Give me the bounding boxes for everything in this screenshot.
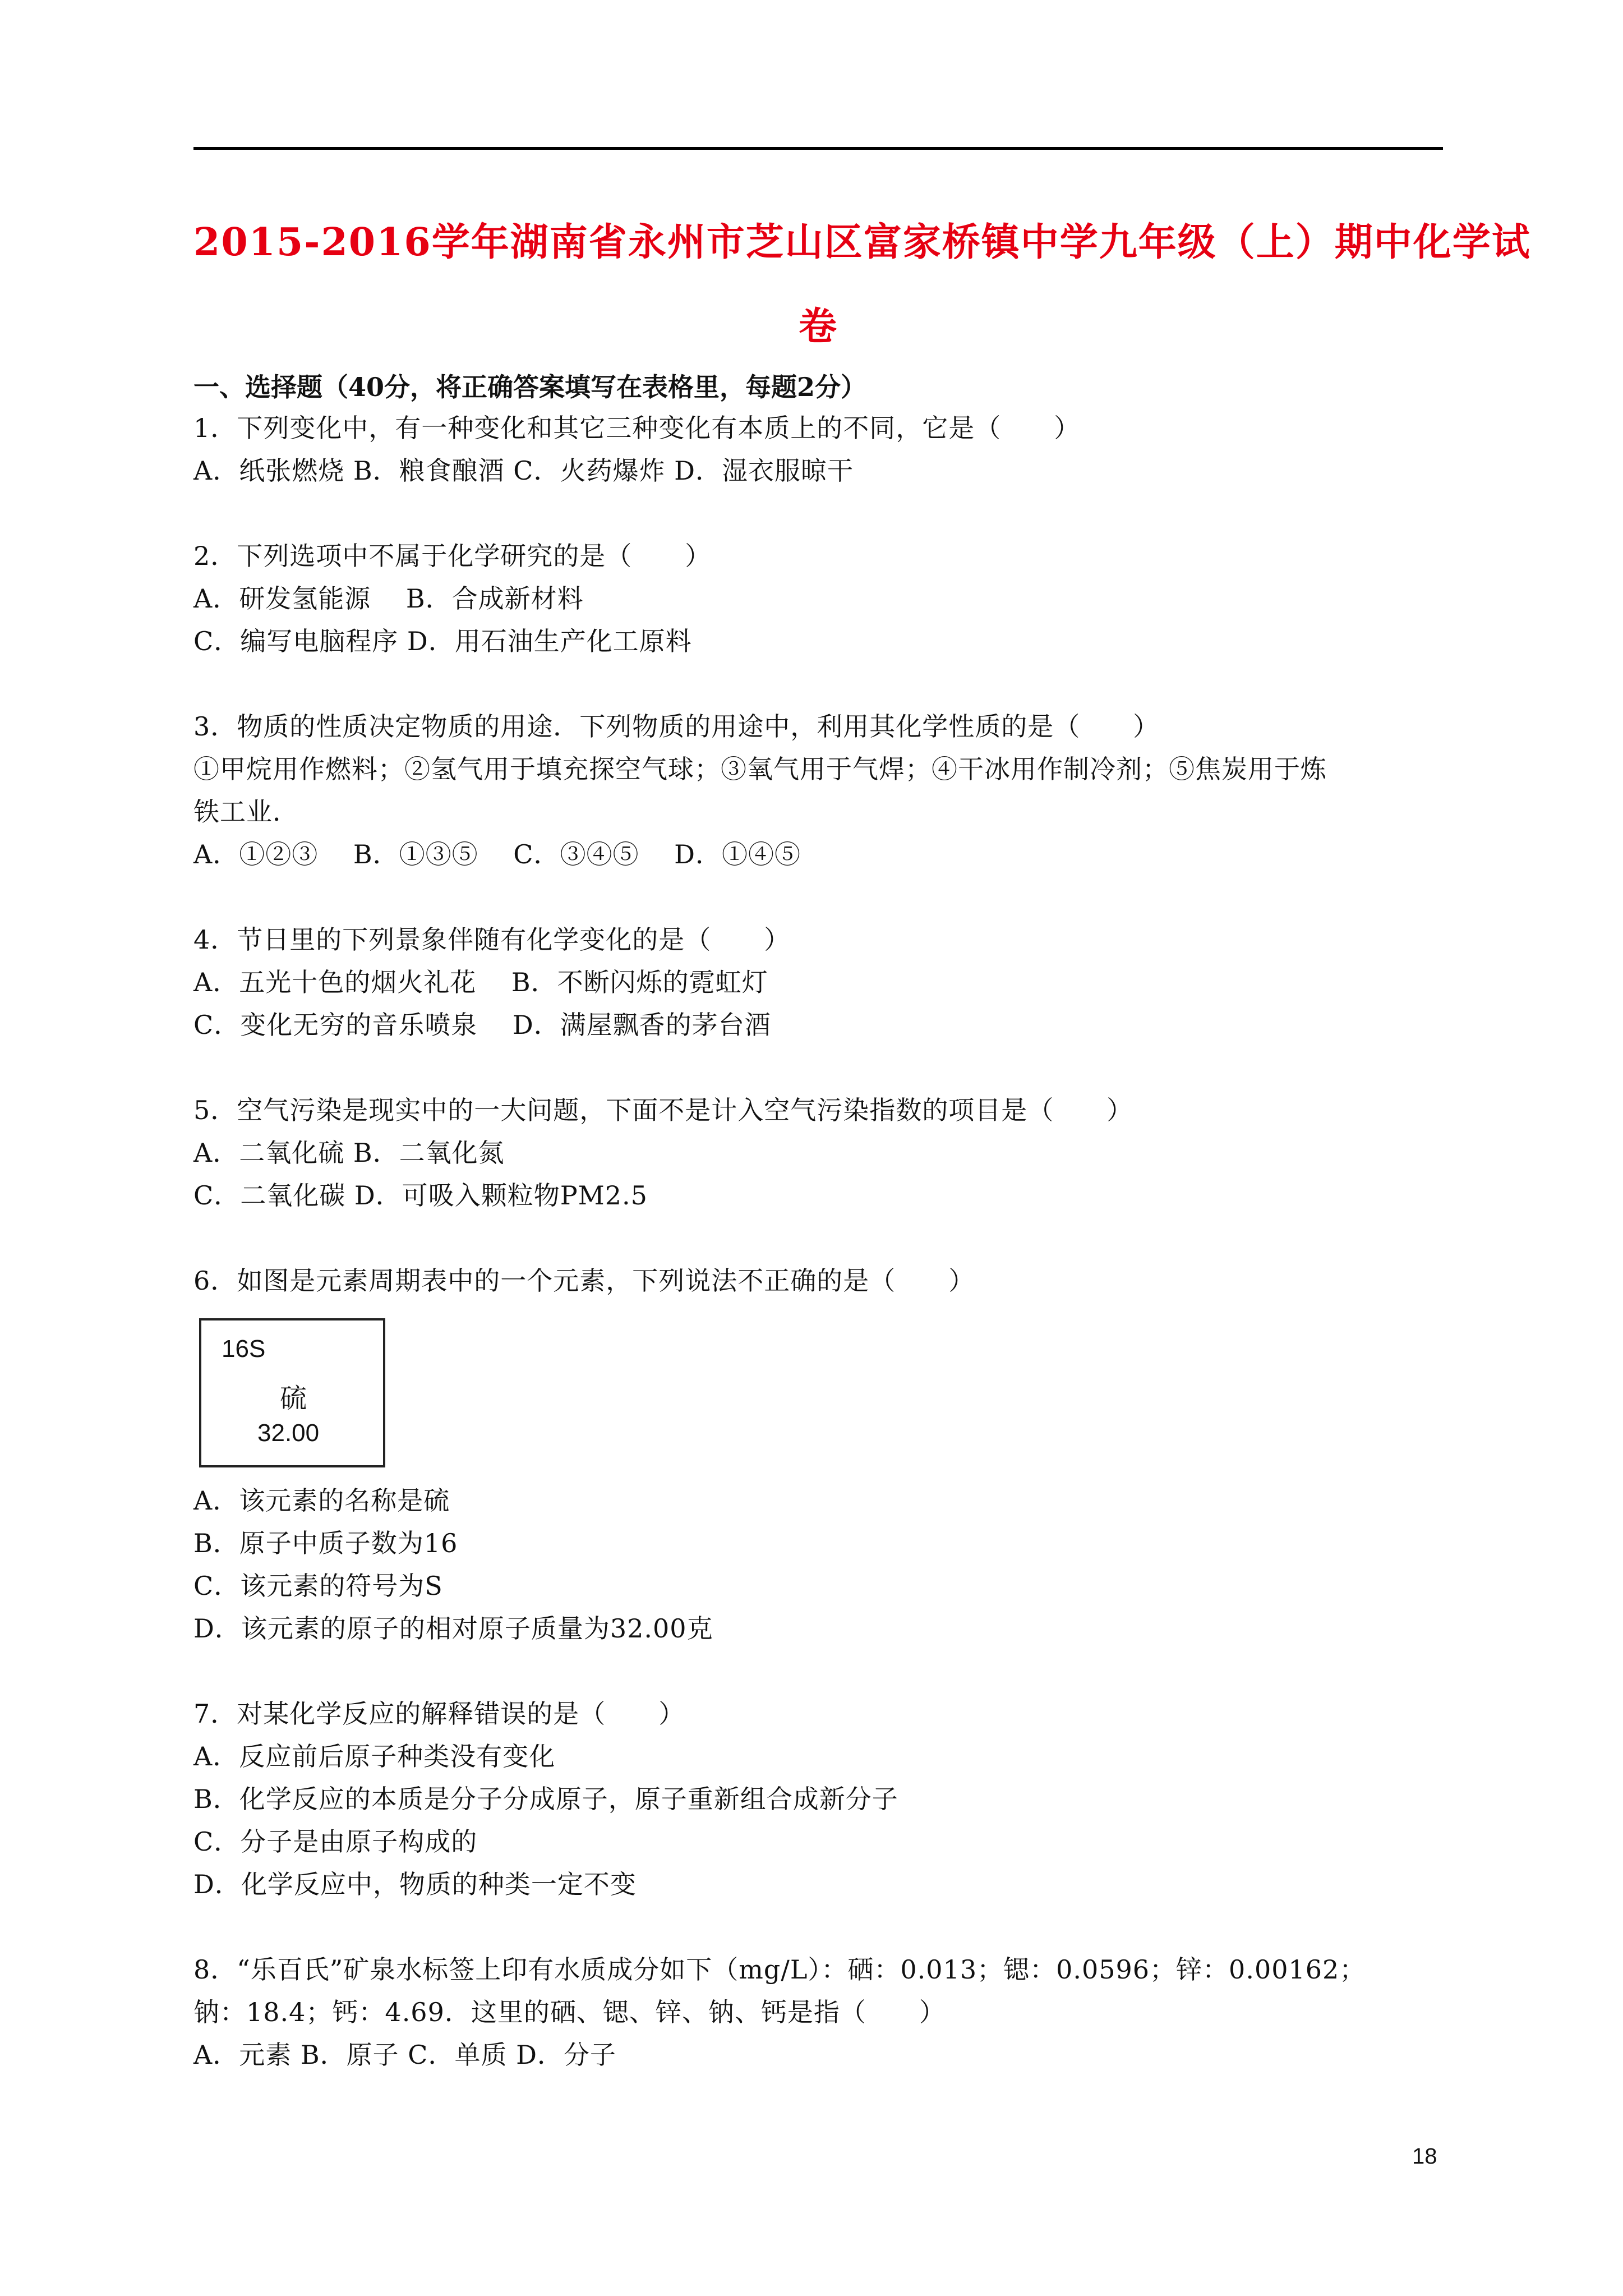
q6-option-a: A．该元素的名称是硫 (193, 1485, 450, 1516)
q3-stem: 3．物质的性质决定物质的用途．下列物质的用途中，利用其化学性质的是（ ） (193, 711, 1160, 742)
q2-options-cd: C．编写电脑程序 D．用石油生产化工原料 (193, 626, 692, 656)
element-name: 硫 (280, 1384, 307, 1414)
q2-stem: 2．下列选项中不属于化学研究的是（ ） (193, 541, 712, 571)
section-heading: 一、选择题（40分，将正确答案填写在表格里，每题2分） (193, 372, 867, 402)
q7-stem: 7．对某化学反应的解释错误的是（ ） (193, 1699, 685, 1729)
element-mass: 32.00 (257, 1419, 320, 1447)
q6-option-d: D．该元素的原子的相对原子质量为32.00克 (193, 1613, 713, 1644)
q2-options-ab: A．研发氢能源 B．合成新材料 (193, 583, 584, 614)
q5-options-cd: C．二氧化碳 D．可吸入颗粒物PM2.5 (193, 1180, 648, 1211)
page-number: 18 (1412, 2144, 1437, 2169)
periodic-element-card (199, 1318, 385, 1467)
q4-stem: 4．节日里的下列景象伴随有化学变化的是（ ） (193, 924, 791, 955)
q1-options: A．纸张燃烧 B．粮食酿酒 C．火药爆炸 D．湿衣服晾干 (193, 455, 854, 486)
q6-option-b: B．原子中质子数为16 (193, 1528, 458, 1558)
q8-stem-cont: 钠：18.4；钙：4.69．这里的硒、锶、锌、钠、钙是指（ ） (193, 1997, 946, 2027)
q8-options: A．元素 B．原子 C．单质 D．分子 (193, 2040, 616, 2070)
q4-options-cd: C．变化无穷的音乐喷泉 D．满屋飘香的茅台酒 (193, 1010, 771, 1040)
q6-stem: 6．如图是元素周期表中的一个元素，下列说法不正确的是（ ） (193, 1266, 975, 1296)
q3-options: A．①②③ B．①③⑤ C．③④⑤ D．①④⑤ (193, 839, 801, 869)
header-rule (193, 147, 1443, 150)
element-number-symbol: 16S (222, 1335, 266, 1363)
q7-option-d: D．化学反应中，物质的种类一定不变 (193, 1869, 637, 1899)
q4-options-ab: A．五光十色的烟火礼花 B．不断闪烁的霓虹灯 (193, 967, 768, 997)
exam-title-line2: 卷 (798, 304, 838, 349)
q3-statements-cont: 铁工业． (193, 797, 299, 827)
exam-title-line1: 2015-2016学年湖南省永州市芝山区富家桥镇中学九年级（上）期中化学试 (193, 220, 1531, 265)
q7-option-c: C．分子是由原子构成的 (193, 1826, 478, 1857)
q7-option-b: B．化学反应的本质是分子分成原子，原子重新组合成新分子 (193, 1784, 898, 1814)
q3-statements: ①甲烷用作燃料；②氢气用于填充探空气球；③氧气用于气焊；④干冰用作制冷剂；⑤焦炭用于炼 (193, 754, 1327, 784)
q7-option-a: A．反应前后原子种类没有变化 (193, 1741, 556, 1772)
q1-stem: 1．下列变化中，有一种变化和其它三种变化有本质上的不同，它是（ ） (193, 413, 1081, 443)
q8-stem: 8．“乐百氏”矿泉水标签上印有水质成分如下（mg/L）：硒：0.013；锶：0.0596；锌：0.00162； (193, 1954, 1366, 1985)
q6-option-c: C．该元素的符号为S (193, 1571, 443, 1601)
q5-options-ab: A．二氧化硫 B．二氧化氮 (193, 1138, 505, 1168)
q5-stem: 5．空气污染是现实中的一大问题，下面不是计入空气污染指数的项目是（ ） (193, 1095, 1133, 1125)
